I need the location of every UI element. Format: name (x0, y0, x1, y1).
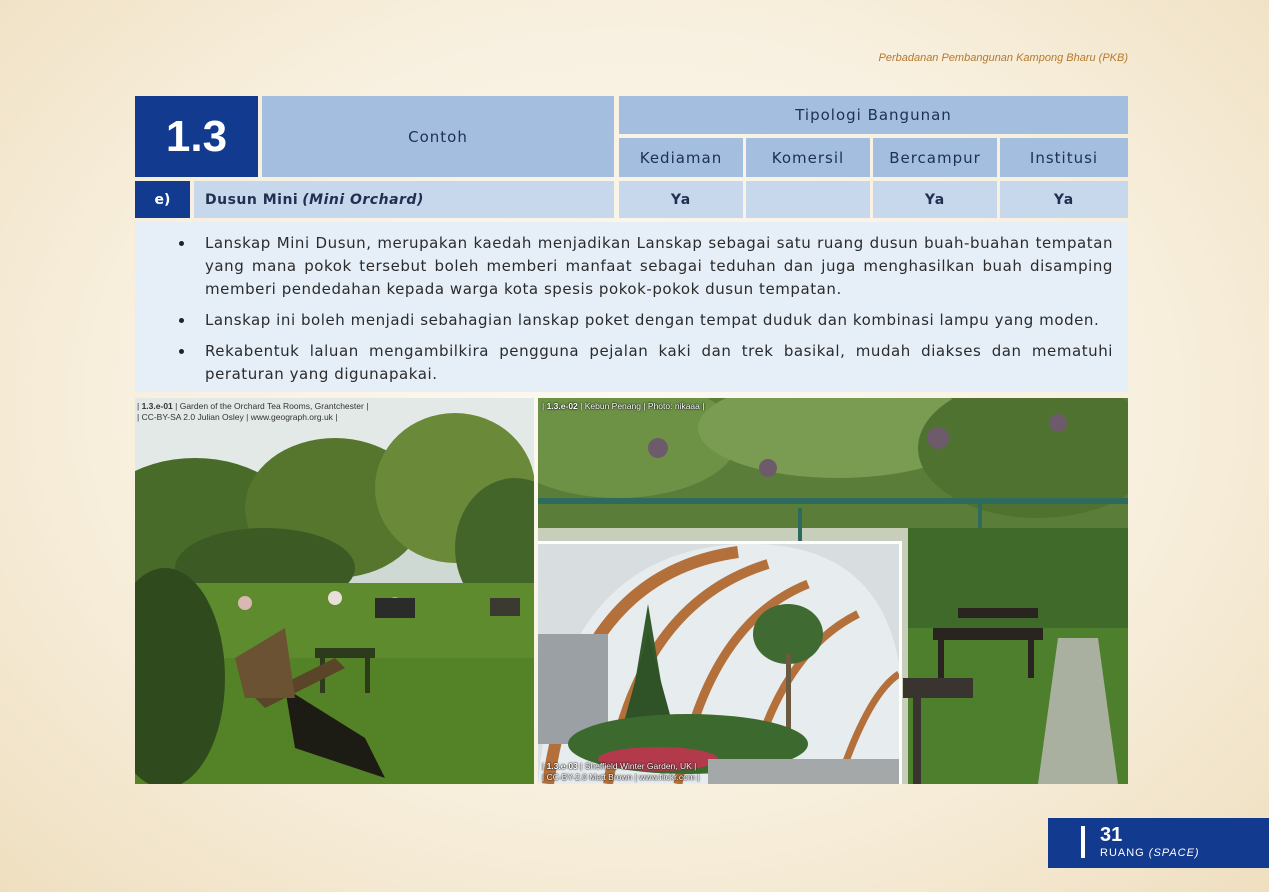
description-panel (135, 222, 1128, 392)
photo-2-caption: | 1.3.e-02 | Kebun Penang | Photo: nikaaa | (542, 401, 705, 411)
column-kediaman: Kediaman (619, 138, 743, 177)
column-institusi: Institusi (1000, 138, 1128, 177)
photo-3-caption-credit: CC-BY-2.0 Matt Brown | www.flickr.com (546, 772, 695, 782)
column-komersil: Komersil (746, 138, 870, 177)
photo-1-caption: | 1.3.e-01 | Garden of the Orchard Tea Rooms, Grantchester | | CC-BY-SA 2.0 Julian Osley | www.geograph.org.uk | (137, 401, 369, 422)
photo-3-caption-title: Sheffield Winter Garden, UK (584, 761, 692, 771)
photo-1-caption-title: Garden of the Orchard Tea Rooms, Grantchester (179, 401, 364, 411)
photo-1-caption-credit: CC-BY-SA 2.0 Julian Osley | www.geograph.org.uk (141, 412, 333, 422)
photo-2-caption-title: Kebun Penang | Photo: nikaaa (584, 401, 700, 411)
photo-2-code: 1.3.e-02 (546, 401, 578, 411)
footer-divider (1081, 826, 1085, 858)
value-institusi: Ya (1000, 181, 1128, 218)
value-kediaman: Ya (619, 181, 743, 218)
photo-1-code: 1.3.e-01 (141, 401, 173, 411)
bullet-list (179, 232, 1113, 386)
section-label-main: RUANG (1100, 847, 1145, 859)
value-bercampur: Ya (873, 181, 997, 218)
bullet-item: Lanskap Mini Dusun, merupakan kaedah menjadikan Lanskap sebagai satu ruang dusun buah-buahan tempatan yang mana pokok tersebut boleh memberi manfaat sebagai teduhan dan juga menghasilkan buah disamping memberi pendedahan kepada warga kota spesis pokok-pokok dusun tempatan. (179, 232, 1113, 301)
orchard-garden-photo (135, 398, 534, 784)
section-number: 1.3 (135, 96, 258, 177)
bullet-item: Lanskap ini boleh menjadi sebahagian lanskap poket dengan tempat duduk dan kombinasi lampu yang moden. (179, 309, 1113, 332)
organization-name: Perbadanan Pembangunan Kampong Bharu (PKB) (878, 52, 1128, 64)
page-footer (1048, 818, 1269, 868)
column-bercampur: Bercampur (873, 138, 997, 177)
section-label-english: (SPACE) (1148, 847, 1200, 859)
page-number: 31 (1100, 824, 1123, 846)
photo-3-code: 1.3.e-03 (546, 761, 578, 771)
section-label (1100, 847, 1200, 859)
row-title-english: (Mini Orchard) (302, 191, 424, 208)
photo-3-caption: | 1.3.e-03 | Sheffield Winter Garden, UK | | CC-BY-2.0 Matt Brown | www.flickr.com | (542, 761, 700, 782)
bullet-item: Rekabentuk laluan mengambilkira pengguna pejalan kaki dan trek basikal, mudah diakses dan mematuhi peraturan yang digunapakai. (179, 340, 1113, 386)
row-title-main: Dusun Mini (205, 191, 299, 208)
contoh-header: Contoh (262, 96, 614, 177)
winter-garden-photo (538, 541, 902, 784)
value-komersil (746, 181, 870, 218)
tipologi-header: Tipologi Bangunan (619, 96, 1128, 134)
row-letter: e) (135, 181, 190, 218)
row-title (194, 181, 614, 218)
